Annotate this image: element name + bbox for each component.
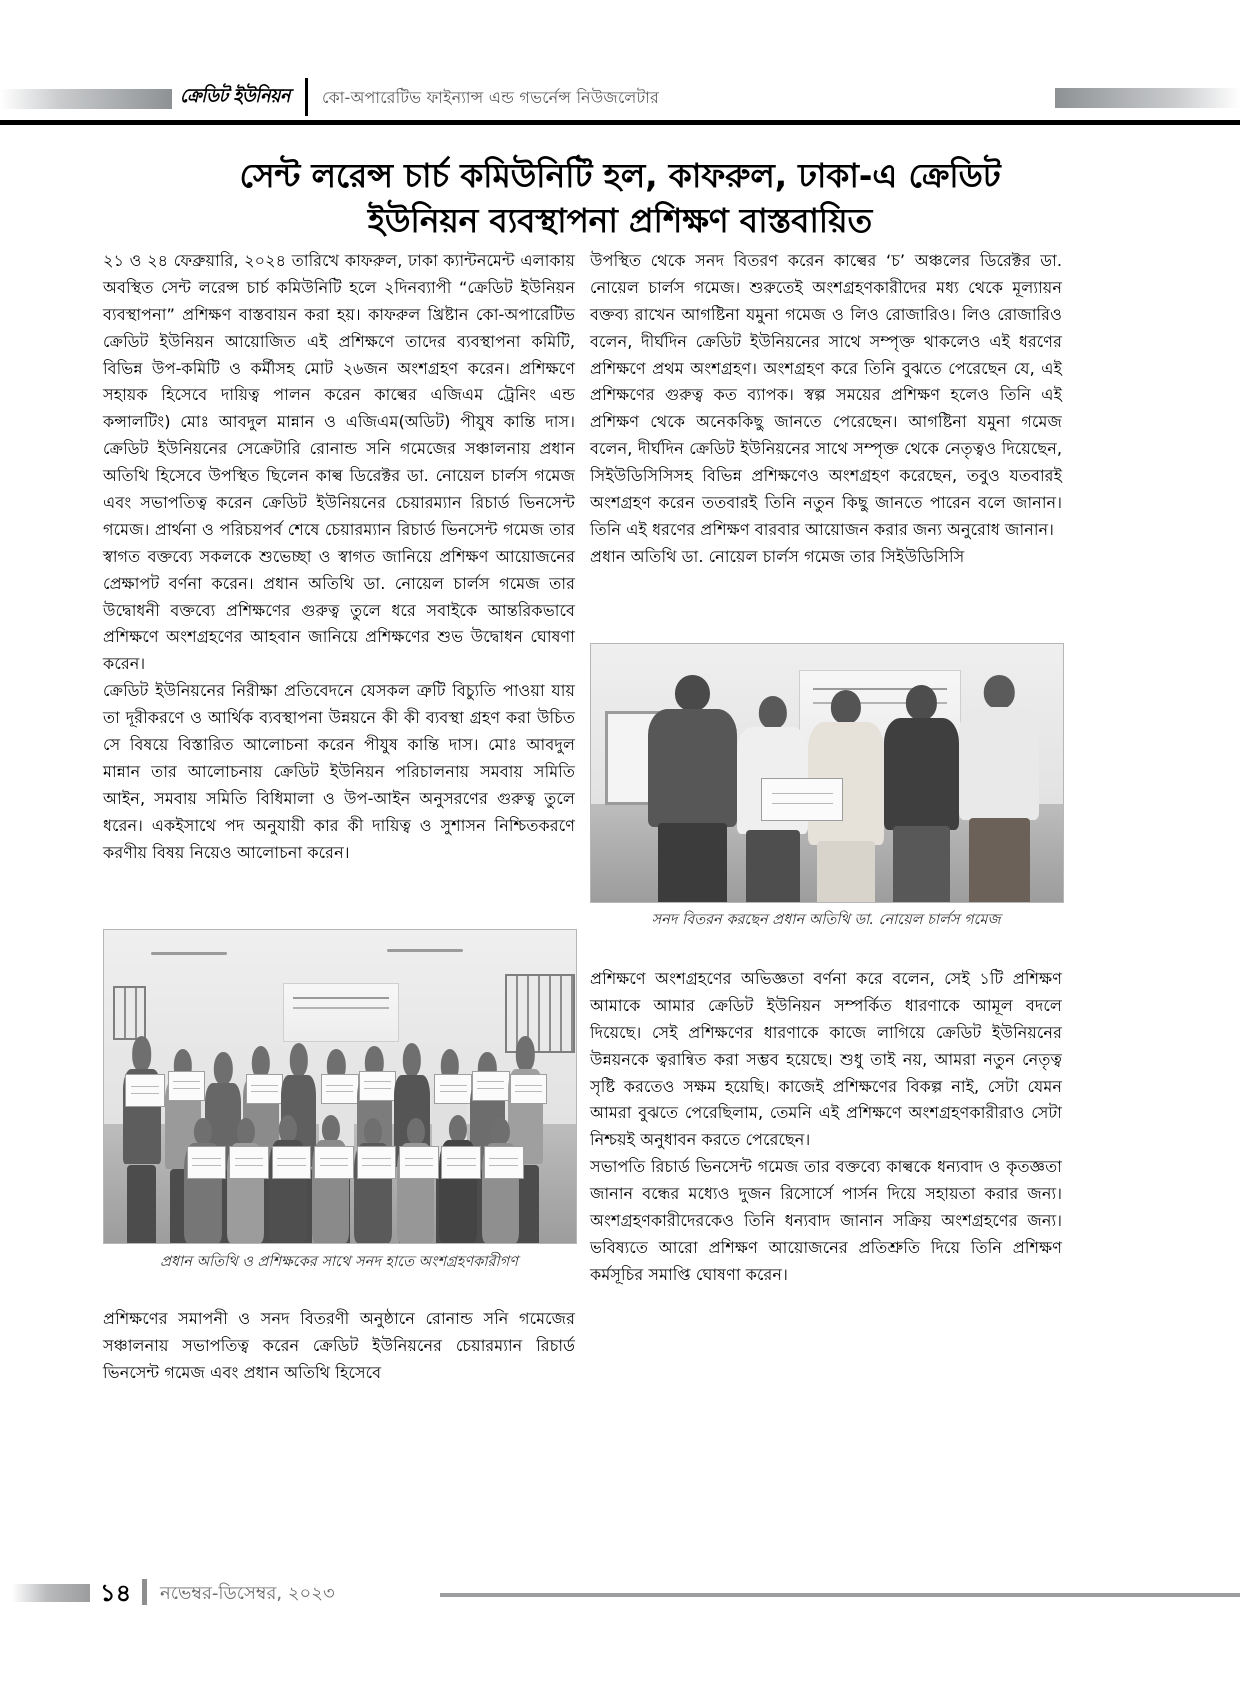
page-number: ১৪	[100, 1579, 132, 1607]
photo-person-seated	[482, 1118, 520, 1243]
masthead-gradient-bar-left	[0, 89, 172, 109]
certificate	[246, 1074, 283, 1104]
event-banner	[283, 983, 398, 1041]
left-paragraph-1: ২১ ও ২৪ ফেব্রুয়ারি, ২০২৪ তারিখে কাফরুল, ঢাকা ক্যান্টনমেন্ট এলাকায় অবস্থিত সেন্ট লরেন্স চার্চ কমিউনিটি হলে ২দিনব্যাপী “ক্রেডিট ইউনিয়ন ব্যবস্থাপনা” প্রশিক্ষণ বাস্তবায়ন করা হয়। কাফরুল খ্রিষ্টান কো-অপারেটিভ ক্রেডিট ইউনিয়ন আয়োজিত এই প্রশিক্ষণে তাদের ব্যবস্থাপনা কমিটি, বিভিন্ন উপ-কমিটি ও কর্মীসহ মোট ২৬জন অংশগ্রহণ করেন। প্রশিক্ষণে সহায়ক হিসেবে দায়িত্ব পালন করেন কাল্বের এজিএম ট্রেনিং এন্ড কন্সালটিং) মোঃ আবদুল মান্নান ও এজিএম(অডিট) পীযুষ কান্তি দাস। ক্রেডিট ইউনিয়নের সেক্রেটারি রোনান্ড সনি গমেজের সঞ্চালনায় প্রধান অতিথি হিসেবে উপস্থিত ছিলেন কাল্ব ডিরেক্টর ডা. নোয়েল চার্লস গমেজ এবং সভাপতিত্ব করেন ক্রেডিট ইউনিয়নের চেয়ারম্যান রিচার্ড ভিনসেন্ট গমেজ। প্রার্থনা ও পরিচয়পর্ব শেষে চেয়ারম্যান রিচার্ড ভিনসেন্ট গমেজ তার স্বাগত বক্তব্যে সকলকে শুভেচ্ছা ও স্বাগত জানিয়ে প্রশিক্ষণ আয়োজনের প্রেক্ষাপট বর্ণনা করেন। প্রধান অতিথি ডা. নোয়েল চার্লস গমেজ তার উদ্বোধনী বক্তব্যে প্রশিক্ষণের গুরুত্ব তুলে ধরে সবাইকে আন্তরিকভাবে প্রশিক্ষণে অংশগ্রহণের আহবান জানিয়ে প্রশিক্ষণের শুভ উদ্বোধন ঘোষণা করেন।	[103, 251, 575, 674]
certificate	[314, 1146, 354, 1179]
photo-person-seated	[227, 1118, 265, 1243]
photo-person	[884, 685, 960, 902]
figure-ceremony-photo	[590, 643, 1062, 928]
certificate	[472, 1071, 509, 1101]
group-photo-frame	[103, 929, 577, 1244]
article-headline	[110, 154, 1130, 244]
headline-line-2: ইউনিয়ন ব্যবস্থাপনা প্রশিক্ষণ বাস্তবায়িত	[367, 200, 873, 240]
footer-rule	[440, 1593, 1240, 1597]
photo-person-seated	[354, 1118, 392, 1243]
certificate	[168, 1071, 205, 1101]
masthead	[0, 78, 1240, 120]
certificate	[761, 778, 843, 821]
article-column-right	[590, 248, 1062, 571]
certificate	[357, 1146, 397, 1179]
ceremony-photo-caption: সনদ বিতরন করছেন প্রধান অতিথি ডা. নোয়েল চার্লস গমেজ	[651, 912, 1001, 928]
photo-person	[959, 675, 1039, 902]
article-column-left	[103, 248, 575, 866]
masthead-rule	[0, 120, 1240, 125]
masthead-gradient-bar-right	[1055, 88, 1240, 108]
certificate	[434, 1074, 471, 1104]
page-footer	[0, 1574, 1240, 1614]
certificate	[125, 1074, 165, 1107]
ceiling-fan-icon	[387, 949, 463, 952]
photo-person	[123, 1036, 161, 1243]
certificate	[359, 1071, 396, 1101]
right-paragraph-1: উপস্থিত থেকে সনদ বিতরণ করেন কাল্বের ‘চ’ অঞ্চলের ডিরেক্টর ডা. নোয়েল চার্লস গমেজ। শুরুতেই অংশগ্রহণকারীদের মধ্য থেকে মূল্যায়ন বক্তব্য রাখেন আগষ্টিনা যমুনা গমেজ ও লিও রোজারিও। লিও রোজারিও বলেন, দীর্ঘদিন ক্রেডিট ইউনিয়নের সাথে সম্পৃক্ত থাকলেও এই ধরণের প্রশিক্ষণে প্রথম অংশগ্রহণ। অংশগ্রহণ করে তিনি বুঝতে পেরেছেন যে, এই প্রশিক্ষণের গুরুত্ব কত ব্যাপক। স্বল্প সময়ের প্রশিক্ষণ হলেও তিনি এই প্রশিক্ষণ থেকে অনেককিছু জানতে পেরেছেন। আগষ্টিনা যমুনা গমেজ বলেন, দীর্ঘদিন ক্রেডিট ইউনিয়নের সাথে সম্পৃক্ত থেকে নেতৃত্বও দিয়েছেন, সিইউডিসিসিসহ বিভিন্ন প্রশিক্ষণেও অংশগ্রহণ করেছেন, তবুও যতবারই অংশগ্রহণ করেন ততবারই তিনি নতুন কিছু জানতে পারেন বলে জানান। তিনি এই ধরণের প্রশিক্ষণ বারবার আয়োজন করার জন্য অনুরোধ জানান।	[590, 251, 1062, 539]
certificate	[510, 1074, 547, 1104]
publication-logo: ক্রেডিট ইউনিয়ন	[180, 85, 290, 107]
footer-gradient-swatch	[12, 1584, 90, 1602]
headline-line-1: সেন্ট লরেন্স চার্চ কমিউনিটি হল, কাফরুল, ঢাকা-এ ক্রেডিট	[239, 156, 1001, 196]
photo-window	[113, 986, 145, 1040]
photo-person-seated	[184, 1118, 222, 1243]
article-column-right-continued	[590, 966, 1062, 1289]
masthead-subtitle: কো-অপারেটিভ ফাইন্যান্স এন্ড গভর্নেন্স নিউজলেটার	[322, 88, 660, 107]
photo-person-seated	[397, 1118, 435, 1243]
right-paragraph-2: প্রধান অতিথি ডা. নোয়েল চার্লস গমেজ তার সিইউডিসিসি	[590, 546, 965, 566]
certificate	[229, 1146, 269, 1179]
right-paragraph-3: প্রশিক্ষণে অংশগ্রহণের অভিজ্ঞতা বর্ণনা করে বলেন, সেই ১টি প্রশিক্ষণ আমাকে আমার ক্রেডিট ইউনিয়ন সম্পর্কিত ধারণাকে আমূল বদলে দিয়েছে। সেই প্রশিক্ষণের ধারণাকে কাজে লাগিয়ে ক্রেডিট ইউনিয়নের উন্নয়নকে ত্বরান্বিত করা সম্ভব হয়েছে। শুধু তাই নয়, আমরা নতুন নেতৃত্ব সৃষ্টি করতেও সক্ষম হয়েছি। কাজেই প্রশিক্ষণের বিকল্প নাই, সেটা যেমন আমরা বুঝতে পেরেছিলাম, তেমনি এই প্রশিক্ষণে অংশগ্রহণকারীরাও সেটা নিশ্চয়ই অনুধাবন করতে পেরেছেন।	[590, 969, 1062, 1150]
certificate	[187, 1146, 227, 1179]
article-column-left-continued	[103, 1306, 575, 1387]
certificate	[272, 1146, 312, 1179]
certificate	[484, 1146, 524, 1179]
certificate	[399, 1146, 439, 1179]
ceiling-fan-icon	[151, 952, 227, 955]
left-paragraph-2: ক্রেডিট ইউনিয়নের নিরীক্ষা প্রতিবেদনে যেসকল ত্রুটি বিচ্যুতি পাওয়া যায় তা দূরীকরণে ও আর্থিক ব্যবস্থাপনা উন্নয়নে কী কী ব্যবস্থা গ্রহণ করা উচিত সে বিষয়ে বিস্তারিত আলোচনা করেন পীযুষ কান্তি দাস। মোঃ আবদুল মান্নান তার আলোচনায় ক্রেডিট ইউনিয়ন পরিচালনায় সমবায় সমিতি আইন, সমবায় সমিতি বিধিমালা ও উপ-আইন অনুসরণের গুরুত্ব তুলে ধরেন। একইসাথে পদ অনুযায়ী কার কী দায়িত্ব ও সুশাসন নিশ্চিতকরণে করণীয় বিষয় নিয়েও আলোচনা করেন।	[103, 681, 575, 862]
group-photo-caption: প্রধান অতিথি ও প্রশিক্ষকের সাথে সনদ হাতে অংশগ্রহণকারীগণ	[160, 1254, 518, 1270]
left-paragraph-3: প্রশিক্ষণের সমাপনী ও সনদ বিতরণী অনুষ্ঠানে রোনান্ড সনি গমেজের সঞ্চালনায় সভাপতিত্ব করেন ক্রেডিট ইউনিয়নের চেয়ারম্যান রিচার্ড ভিনসেন্ট গমেজ এবং প্রধান অতিথি হিসেবে	[103, 1309, 575, 1382]
figure-group-photo	[103, 929, 575, 1270]
masthead-divider	[305, 78, 308, 116]
certificate	[321, 1074, 358, 1104]
right-paragraph-4: সভাপতি রিচার্ড ভিনসেন্ট গমেজ তার বক্তব্যে কাল্বকে ধন্যবাদ ও কৃতজ্ঞতা জানান বন্ধের মধ্যেও দুজন রিসোর্সে পার্সন দিয়ে সহায়তা করার জন্য। অংশগ্রহণকারীদেরকেও তিনি ধন্যবাদ জানান সক্রিয় অংশগ্রহণের জন্য। ভবিষ্যতে আরো প্রশিক্ষণ আয়োজনের প্রতিশ্রুতি দিয়ে তিনি প্রশিক্ষণ কর্মসূচির সমাপ্তি ঘোষণা করেন।	[590, 1157, 1062, 1284]
ceremony-photo-frame	[590, 643, 1064, 903]
footer-tick-divider	[142, 1579, 147, 1605]
certificate	[441, 1146, 481, 1179]
ceremony-photo-scene	[591, 644, 1063, 902]
photo-person	[648, 675, 738, 902]
group-photo-scene	[104, 930, 576, 1243]
issue-date: নভেম্বর-ডিসেম্বর, ২০২৩	[160, 1583, 335, 1604]
